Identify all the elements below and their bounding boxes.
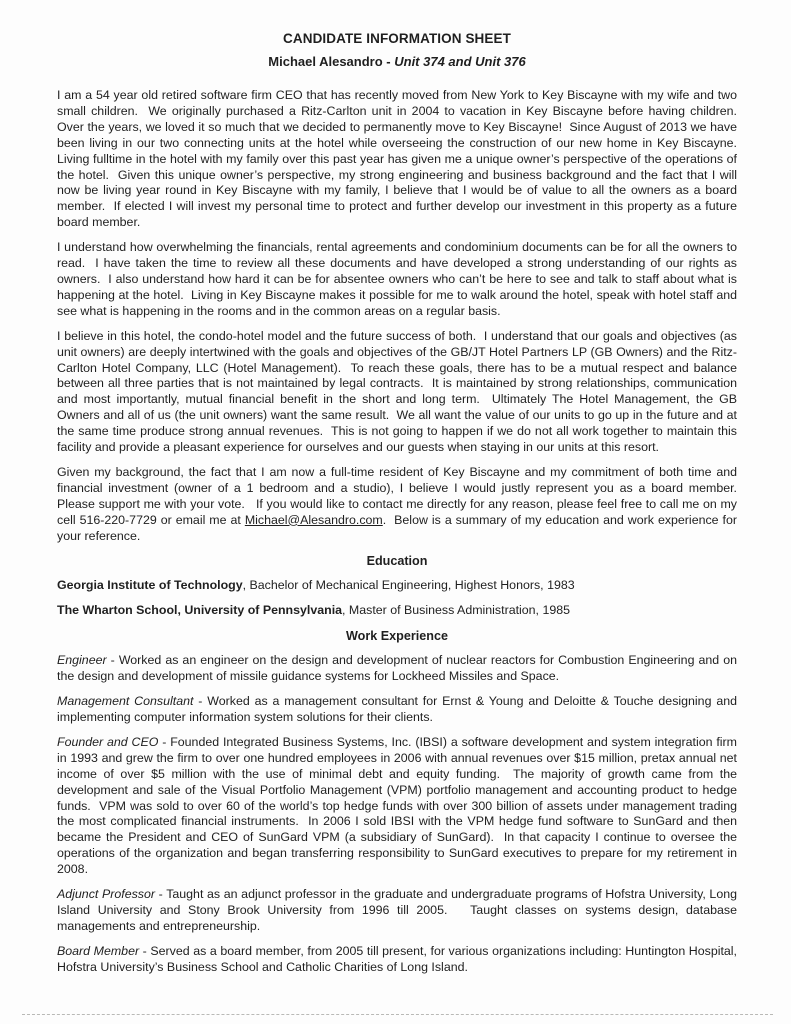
intro-paragraph-1: I am a 54 year old retired software firm CEO that has recently moved from New York to Key Biscayne with my wife and two small children. We originally purchased a Ritz-Carlton unit in 2004 to vacation in Key Biscayne before having children. Over the years, we loved it so much that we decided to permanently move to Key Biscayne! Since August of 2013 we have been living in our two connecting units at the hotel while overseeing the construction of our new home in Key Biscayne. Living fulltime in the hotel with my family over this past year has given me a unique owner’s perspective of the operations of the hotel. Given this unique owner’s perspective, my strong engineering and business background and the fact that I will now be living year round in Key Biscayne with my family, I believe that I would be of value to all the owners as a board member. If elected I will invest my personal time to protect and further develop our investment in this property as a future board member. [57,88,744,230]
subtitle-separator: - [382,54,395,69]
role-separator: - [139,943,151,958]
intro-paragraph-4 [57,464,748,545]
document-title: CANDIDATE INFORMATION SHEET [283,31,511,46]
role-description: Served as a board member, from 2005 till present, for various organizations including: Huntington Hospital, Hofstra University’s Business School and Catholic Charities of Long Island. [57,943,741,974]
degree-detail: , Master of Business Administration, 1985 [342,603,571,618]
role-separator: - [193,694,208,709]
work-entry-founder-ceo [57,734,741,878]
education-heading: Education [366,554,428,569]
intro-paragraph-2: I understand how overwhelming the financials, rental agreements and condominium documents can be for all the owners to read. I have taken the time to review all these documents and have developed a strong understanding of our rights as owners. I also understand how hard it can be for absentee owners who can’t be here to see and talk to staff about what is happening at the hotel. Living in Key Biscayne makes it possible for me to walk around the hotel, speak with hotel staff and see what is happening in the rooms and in the common areas on a regular basis. [57,240,741,318]
work-experience-heading: Work Experience [346,629,448,644]
work-entry-management-consultant [57,694,741,726]
document-subtitle [57,53,737,70]
paragraph-text: . Below is a summary of my education and work experience for your reference. [57,512,741,543]
role-title: Founder and CEO [57,734,159,749]
education-entry-georgia-tech [57,578,737,594]
role-separator: - [158,734,171,749]
intro-paragraph-3: I believe in this hotel, the condo-hotel model and the future success of both. I understand that our goals and objectives (as unit owners) are deeply intertwined with the goals and objectives of the GB/JT Hotel Partners LP (GB Owners) and the Ritz-Carlton Hotel Company, LLC (Hotel Management). To reach these goals, there has to be a mutual respect and balance between all three parties that is not maintained by legal contracts. It is maintained by strong relationships, communication and most importantly, mutual financial benefit in the short and long term. Ultimately The Hotel Management, the GB Owners and all of us (the unit owners) want the same result. We all want the value of our units to go up in the future and at the same time produce strong annual revenues. This is not going to happen if we do not all work together to maintain this facility and provide a pleasant experience for ourselves and our guests when staying in our units at this resort. [57,328,741,455]
role-title: Adjunct Professor [57,887,155,902]
role-title: Board Member [57,943,140,958]
role-description: Worked as a management consultant for Ernst & Young and Deloitte & Touche designing and implementing computer information system solutions for their clients. [57,694,741,724]
role-separator: - [155,887,167,902]
role-description: Taught as an adjunct professor in the graduate and undergraduate programs of Hofstra University, Long Island University and Stony Brook University from 1996 till 2005. Taught classes on systems design, database managements and entrepreneurship. [57,887,741,933]
work-entry-board-member [57,943,741,976]
role-description: Founded Integrated Business Systems, Inc. (IBSI) a software development and system integration firm in 1993 and grew the firm to over one hundred employees in 2006 with annual revenues over $15 million, pretax annual net income of over $5 million with the use of minimal debt and equity funding. The majority of growth came from the development and sale of the Visual Portfolio Management (VPM) portfolio management and accounting product to hedge funds. VPM was sold to over 60 of the world’s top hedge funds with over 300 billion of assets under management trading the most complicated financial instruments. In 2006 I sold IBSI with the VPM hedge fund software to SunGard and then became the President and CEO of SunGard VPM (a subsidiary of SunGard). In that capacity I continue to oversee the operations of the organization and began transferring responsibility to SunGard executives to prepare for my retirement in 2008. [57,734,741,877]
institution-name: Georgia Institute of Technology [57,578,243,593]
work-entry-engineer [57,653,741,685]
scan-artifact-line [22,1014,773,1015]
candidate-units: Unit 374 and Unit 376 [394,54,526,69]
education-entry-wharton [57,603,737,619]
degree-detail: , Bachelor of Mechanical Engineering, Highest Honors, 1983 [242,578,575,593]
candidate-name: Michael Alesandro [268,54,383,69]
institution-name: The Wharton School, University of Pennsylvania [57,603,343,618]
email-link[interactable]: Michael@Alesandro.com [244,512,383,527]
role-title: Management Consultant [57,694,194,709]
role-separator: - [106,653,119,668]
work-entry-adjunct-professor [57,887,741,935]
paragraph-text: Given my background, the fact that I am now a full-time resident of Key Biscayne and my commitment of both time and financial investment (owner of a 1 bedroom and a studio), I believe I would justly represent you as a board member. Please support me with your vote. If you would like to contact me directly for any reason, please feel free to call me on my cell 516-220-7729 or email me at [57,464,748,527]
role-title: Engineer [57,653,107,668]
role-description: Worked as an engineer on the design and development of nuclear reactors for Combustion Engineering and on the design and development of missile guidance systems for Lockheed Missiles and Space. [57,653,741,684]
